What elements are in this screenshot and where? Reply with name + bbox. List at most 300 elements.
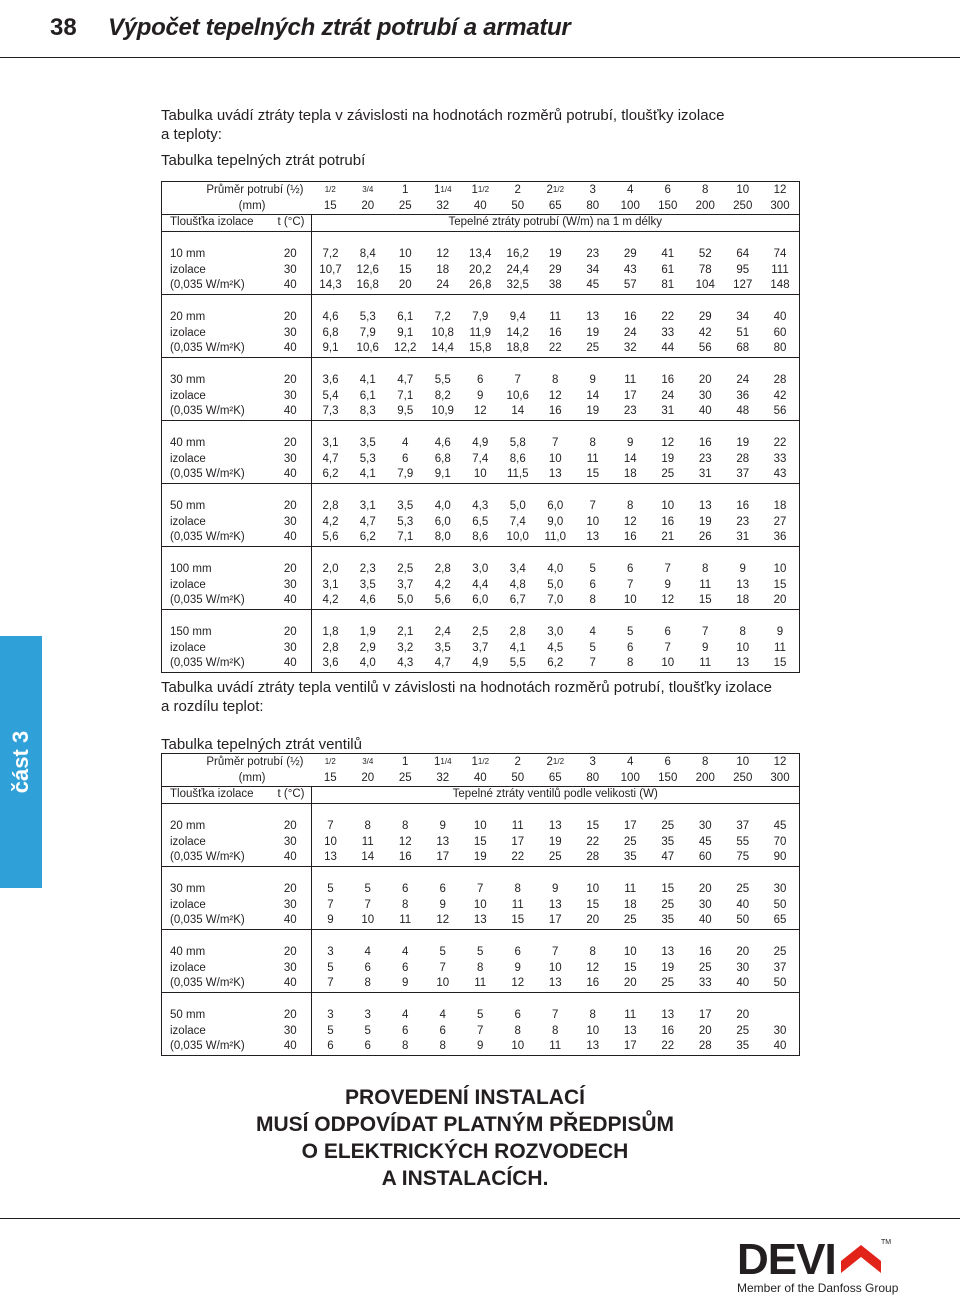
table-row: [162, 310, 800, 326]
loss-value: 6: [627, 641, 634, 654]
loss-value: 5,0: [387, 593, 425, 609]
loss-value: 6,2: [537, 656, 575, 672]
loss-value: 13: [548, 898, 562, 911]
loss-value: 5: [439, 946, 446, 958]
loss-value: 37: [736, 820, 750, 832]
temperature-value: 20: [270, 247, 312, 263]
pipe-size-mm: 80: [574, 199, 612, 215]
temperature-value: 30: [270, 1024, 312, 1040]
loss-value: 4,1: [349, 467, 387, 483]
table-row: [162, 819, 800, 835]
insulation-label: izolace: [162, 578, 270, 594]
spacer-cell: [312, 294, 800, 310]
group-spacer: [162, 609, 800, 625]
loss-value: 37: [762, 961, 800, 977]
loss-value: 6: [402, 961, 409, 974]
loss-value: 11: [624, 374, 637, 386]
loss-value: 15: [586, 898, 600, 911]
loss-value: 6,1: [359, 389, 376, 402]
table-row: [162, 467, 800, 483]
loss-value: 10: [649, 656, 687, 672]
loss-value: 8: [589, 437, 596, 449]
loss-value: 56: [762, 404, 800, 420]
loss-value: 10,9: [424, 404, 462, 420]
loss-value: 104: [687, 278, 725, 294]
pipe-intro-line-2: a teploty:: [161, 126, 222, 143]
loss-value: 2,0: [322, 563, 339, 575]
loss-value: 25: [612, 913, 650, 929]
group-spacer: [162, 929, 800, 945]
loss-value: 4,0: [434, 500, 451, 512]
loss-value: 8,6: [462, 530, 500, 546]
loss-value: 10: [586, 1024, 600, 1037]
spacer-cell: [312, 803, 800, 819]
loss-value: 10: [398, 248, 412, 260]
loss-value: 22: [649, 1039, 687, 1055]
loss-value: 7: [327, 820, 334, 832]
loss-value: 10,0: [499, 530, 537, 546]
insulation-label: (0,035 W/m²K): [162, 467, 270, 483]
loss-value: 3,0: [547, 626, 564, 638]
loss-value: 45: [574, 278, 612, 294]
loss-value: 2,4: [434, 626, 451, 638]
loss-value: 26: [687, 530, 725, 546]
loss-value: 4,6: [349, 593, 387, 609]
spacer-cell: [312, 929, 800, 945]
loss-value: 15: [586, 820, 600, 832]
spacer-cell: [162, 609, 270, 625]
loss-value: 8: [589, 1009, 596, 1021]
table-row: [162, 593, 800, 609]
loss-value: 2,3: [359, 563, 376, 575]
loss-value: 2,8: [322, 500, 339, 512]
loss-value: 8: [477, 961, 484, 974]
loss-value: 4,0: [349, 656, 387, 672]
loss-value: 20,2: [469, 263, 492, 276]
pipe-size-inch: 1: [387, 182, 425, 199]
loss-value: 24: [623, 326, 637, 339]
temperature-value: 40: [270, 656, 312, 672]
loss-value: 15: [398, 263, 412, 276]
pipe-size-inch: 1/2: [312, 754, 350, 771]
table-row: [162, 263, 800, 279]
loss-value: 15: [762, 578, 800, 594]
loss-value: 7: [627, 578, 634, 591]
table-row: [162, 278, 800, 294]
loss-value: 12: [398, 835, 412, 848]
loss-value: 13: [436, 835, 450, 848]
loss-value: 2,5: [472, 626, 489, 638]
pipe-size-mm: 80: [574, 771, 612, 787]
loss-value: 5: [589, 641, 596, 654]
loss-value: 11: [511, 820, 524, 832]
group-spacer: [162, 992, 800, 1008]
loss-value: 4,2: [312, 593, 350, 609]
loss-value: 10: [499, 1039, 537, 1055]
loss-value: 34: [586, 263, 600, 276]
loss-value: 17: [623, 820, 637, 832]
loss-value: 3,6: [322, 374, 339, 386]
temperature-value: 40: [270, 467, 312, 483]
pipe-size-mm: 150: [649, 771, 687, 787]
installation-notice: [200, 1084, 730, 1192]
loss-value: 22: [586, 835, 600, 848]
temperature-value: 20: [270, 562, 312, 578]
loss-value: 78: [698, 263, 712, 276]
loss-value: 10,8: [431, 326, 454, 339]
loss-value: 5: [627, 626, 634, 638]
loss-value: 9: [439, 820, 446, 832]
loss-value: 12: [462, 404, 500, 420]
table-row: [162, 1024, 800, 1040]
loss-value: 18: [762, 499, 800, 515]
table-row: [162, 835, 800, 851]
loss-value: 35: [724, 1039, 762, 1055]
loss-value: 7: [574, 656, 612, 672]
loss-value: 4,7: [359, 515, 376, 528]
loss-value: 4: [402, 437, 409, 449]
loss-value: 5: [327, 883, 334, 895]
loss-value: 25: [661, 820, 675, 832]
loss-value: 31: [649, 404, 687, 420]
loss-value: 10: [762, 562, 800, 578]
loss-value: 13: [548, 820, 562, 832]
spacer-cell: [270, 420, 312, 436]
loss-value: 8: [589, 946, 596, 958]
insulation-label: 10 mm: [162, 247, 270, 263]
loss-value: 18,8: [499, 341, 537, 357]
table-row: [162, 404, 800, 420]
loss-value: 11: [624, 883, 637, 895]
loss-value: 60: [687, 850, 725, 866]
loss-value: 12: [436, 248, 450, 260]
loss-value: 4: [364, 946, 371, 958]
pipe-heat-loss-table: [161, 181, 800, 673]
spacer-cell: [312, 546, 800, 562]
loss-value: 7: [702, 626, 709, 638]
loss-value: 3,1: [359, 500, 376, 512]
loss-value: 6: [514, 1009, 521, 1021]
loss-value: 29: [698, 311, 712, 323]
temperature-value: 40: [270, 341, 312, 357]
loss-value: 11: [511, 898, 524, 911]
loss-value: 50: [724, 913, 762, 929]
diameter-unit-label: (mm): [162, 771, 312, 787]
loss-value: 25: [698, 961, 712, 974]
loss-value: 10: [473, 820, 487, 832]
loss-value: 5,6: [312, 530, 350, 546]
pipe-size-mm: 15: [312, 199, 350, 215]
loss-value: 3,4: [509, 563, 526, 575]
loss-value: 19: [586, 326, 600, 339]
loss-value: 7: [327, 898, 334, 911]
loss-value: 7,4: [509, 515, 526, 528]
spacer-cell: [312, 609, 800, 625]
loss-value: 10: [349, 913, 387, 929]
loss-value: 27: [762, 515, 800, 531]
loss-value: 25: [649, 976, 687, 992]
loss-value: 8: [387, 1039, 425, 1055]
table-row: [162, 945, 800, 961]
spacer-cell: [270, 609, 312, 625]
pipe-size-inch: 12: [762, 182, 800, 199]
loss-value: 13: [698, 500, 712, 512]
pipe-size-mm: 32: [424, 771, 462, 787]
loss-value: 31: [687, 467, 725, 483]
loss-value: 45: [698, 835, 712, 848]
loss-value: 3,5: [397, 500, 414, 512]
temperature-value: 20: [270, 310, 312, 326]
loss-value: 8,6: [509, 452, 526, 465]
loss-value: 16: [548, 326, 562, 339]
loss-value: 40: [687, 913, 725, 929]
loss-value: 4,5: [547, 641, 564, 654]
loss-value: 9,4: [509, 311, 526, 323]
spacer-cell: [312, 483, 800, 499]
loss-value: 6,2: [312, 467, 350, 483]
loss-value: 28: [762, 373, 800, 389]
loss-value: 64: [736, 248, 750, 260]
spacer-cell: [312, 866, 800, 882]
spacer-cell: [312, 992, 800, 1008]
loss-value: 6: [439, 1024, 446, 1037]
loss-value: 13: [574, 1039, 612, 1055]
table-row: [162, 389, 800, 405]
loss-value: 5: [364, 883, 371, 895]
loss-value: 6: [627, 563, 634, 575]
pipe-size-inch: 3: [574, 182, 612, 199]
loss-value: 19: [548, 248, 562, 260]
pipe-size-inch: 11/2: [462, 182, 500, 199]
loss-value: 15: [574, 467, 612, 483]
loss-value: 23: [586, 248, 600, 260]
loss-value: 6: [514, 946, 521, 958]
loss-value: 10: [736, 641, 750, 654]
loss-value: 8: [702, 563, 709, 575]
loss-value: 51: [736, 326, 750, 339]
loss-value: 2,1: [397, 626, 414, 638]
loss-value: 42: [762, 389, 800, 405]
logo-trademark: TM: [881, 1239, 892, 1246]
temperature-value: 20: [270, 945, 312, 961]
pipe-size-mm: 200: [687, 199, 725, 215]
loss-value: 6: [589, 578, 596, 591]
loss-value: 22: [499, 850, 537, 866]
loss-value: 16: [698, 437, 712, 449]
loss-value: 13: [661, 946, 675, 958]
pipe-size-inch: 2: [499, 182, 537, 199]
loss-value: 4,2: [322, 515, 339, 528]
pipe-size-inch: 11/4: [424, 754, 462, 771]
loss-value: 33: [687, 976, 725, 992]
loss-value: 6: [402, 883, 409, 895]
loss-value: 29: [623, 248, 637, 260]
insulation-label: izolace: [162, 961, 270, 977]
loss-value: 13: [574, 530, 612, 546]
loss-value: 17: [537, 913, 575, 929]
loss-value: 9: [762, 625, 800, 641]
loss-value: 10: [473, 898, 487, 911]
temperature-value: 20: [270, 499, 312, 515]
loss-value: 11: [687, 656, 725, 672]
temperature-value: 40: [270, 913, 312, 929]
spacer-cell: [162, 546, 270, 562]
table-row: [162, 530, 800, 546]
loss-value: 52: [698, 248, 712, 260]
spacer-cell: [312, 420, 800, 436]
loss-value: 6,1: [397, 311, 414, 323]
insulation-label: 20 mm: [162, 819, 270, 835]
pipe-size-inch: 10: [724, 754, 762, 771]
table-row: [162, 326, 800, 342]
loss-value: 4,6: [434, 437, 451, 449]
loss-value: 3,0: [472, 563, 489, 575]
loss-value: 15: [687, 593, 725, 609]
insulation-label: izolace: [162, 263, 270, 279]
loss-value: 8: [514, 1024, 521, 1037]
loss-value: 13: [586, 311, 600, 323]
loss-value: 2,8: [434, 563, 451, 575]
loss-value: 3,7: [397, 578, 414, 591]
loss-value: 25: [537, 850, 575, 866]
loss-value: 60: [762, 326, 800, 342]
loss-value: 5,0: [547, 578, 564, 591]
loss-value: 32: [612, 341, 650, 357]
loss-value: 10: [586, 883, 600, 895]
pipe-size-inch: 1/2: [312, 182, 350, 199]
loss-value: 3,6: [312, 656, 350, 672]
loss-value: 3,1: [322, 437, 339, 449]
loss-value: 9,1: [397, 326, 414, 339]
table-row: [162, 656, 800, 672]
thickness-label: Tloušťka izolace: [162, 215, 270, 232]
loss-value: 15: [762, 656, 800, 672]
loss-value: 28: [687, 1039, 725, 1055]
insulation-label: 20 mm: [162, 310, 270, 326]
loss-value: 8: [349, 976, 387, 992]
pipe-size-inch: 21/2: [537, 182, 575, 199]
loss-value: 8: [364, 820, 371, 832]
pipe-size-inch: 3/4: [349, 754, 387, 771]
page-number: 38: [50, 14, 77, 41]
header-row-inch: [162, 754, 800, 771]
insulation-label: 150 mm: [162, 625, 270, 641]
loss-value: 9: [664, 578, 671, 591]
temperature-value: 20: [270, 882, 312, 898]
loss-value: 35: [612, 850, 650, 866]
loss-value: 19: [661, 452, 675, 465]
loss-value: 9: [514, 961, 521, 974]
loss-value: 10,6: [349, 341, 387, 357]
temperature-value: 20: [270, 436, 312, 452]
temperature-value: 30: [270, 326, 312, 342]
loss-value: 16,8: [349, 278, 387, 294]
loss-value: 3,5: [434, 641, 451, 654]
group-spacer: [162, 420, 800, 436]
loss-value: 40: [762, 310, 800, 326]
spacer-cell: [312, 231, 800, 247]
pipe-size-inch: 4: [612, 182, 650, 199]
loss-value: 4,9: [472, 437, 489, 449]
temperature-value: 30: [270, 835, 312, 851]
loss-value: 11,9: [469, 326, 492, 339]
loss-value: 16: [537, 404, 575, 420]
loss-value: 6: [477, 374, 484, 386]
loss-value: 6,5: [472, 515, 489, 528]
loss-value: 13: [736, 578, 750, 591]
loss-value: 6: [349, 1039, 387, 1055]
spacer-cell: [270, 357, 312, 373]
table-row: [162, 641, 800, 657]
loss-value: 9: [439, 898, 446, 911]
loss-value: 127: [724, 278, 762, 294]
loss-value: 8: [424, 1039, 462, 1055]
valve-intro-line-1: Tabulka uvádí ztráty tepla ventilů v závislosti na hodnotách rozměrů potrubí, tloušťky izolace: [161, 679, 772, 696]
loss-value: 14: [499, 404, 537, 420]
loss-value: 6: [664, 626, 671, 638]
loss-value: 38: [537, 278, 575, 294]
loss-value: 81: [649, 278, 687, 294]
pipe-size-mm: 100: [612, 199, 650, 215]
loss-value: 41: [661, 248, 675, 260]
insulation-label: izolace: [162, 515, 270, 531]
loss-value: 43: [762, 467, 800, 483]
notice-line-3: O ELEKTRICKÝCH ROZVODECH: [301, 1140, 629, 1163]
pipe-size-mm: 300: [762, 771, 800, 787]
loss-value: 14: [349, 850, 387, 866]
spacer-cell: [162, 866, 270, 882]
loss-value: 19: [661, 961, 675, 974]
loss-value: 74: [762, 247, 800, 263]
loss-value: 48: [724, 404, 762, 420]
loss-value: 10: [462, 467, 500, 483]
insulation-label: 50 mm: [162, 499, 270, 515]
loss-value: 9,1: [312, 341, 350, 357]
table-row: [162, 913, 800, 929]
group-spacer: [162, 546, 800, 562]
insulation-label: izolace: [162, 389, 270, 405]
spacer-cell: [270, 992, 312, 1008]
temperature-value: 30: [270, 452, 312, 468]
loss-value: 30: [736, 961, 750, 974]
loss-value: 7,2: [434, 311, 451, 323]
loss-value: 6: [312, 1039, 350, 1055]
pipe-size-inch: 11/2: [462, 754, 500, 771]
loss-value: 18: [623, 898, 637, 911]
loss-value: 17: [623, 389, 637, 402]
loss-value: 24,4: [506, 263, 529, 276]
loss-value: 12: [499, 976, 537, 992]
pipe-size-mm: 20: [349, 199, 387, 215]
loss-value: 10,6: [506, 389, 529, 402]
loss-value: 13: [661, 1009, 675, 1021]
diameter-label: Průměr potrubí (½): [162, 182, 312, 199]
loss-value: 18: [612, 467, 650, 483]
logo-wordmark: DEVI: [737, 1235, 836, 1284]
loss-value: 18: [436, 263, 450, 276]
insulation-label: (0,035 W/m²K): [162, 530, 270, 546]
loss-value: 24: [661, 389, 675, 402]
table-row: [162, 515, 800, 531]
loss-value: 68: [724, 341, 762, 357]
temperature-value: 30: [270, 578, 312, 594]
chapter-tab: [0, 636, 42, 888]
pipe-size-mm: 25: [387, 771, 425, 787]
header-row-mm: [162, 199, 800, 215]
temperature-value: 30: [270, 515, 312, 531]
loss-value: 40: [762, 1039, 800, 1055]
pipe-size-inch: 3/4: [349, 182, 387, 199]
